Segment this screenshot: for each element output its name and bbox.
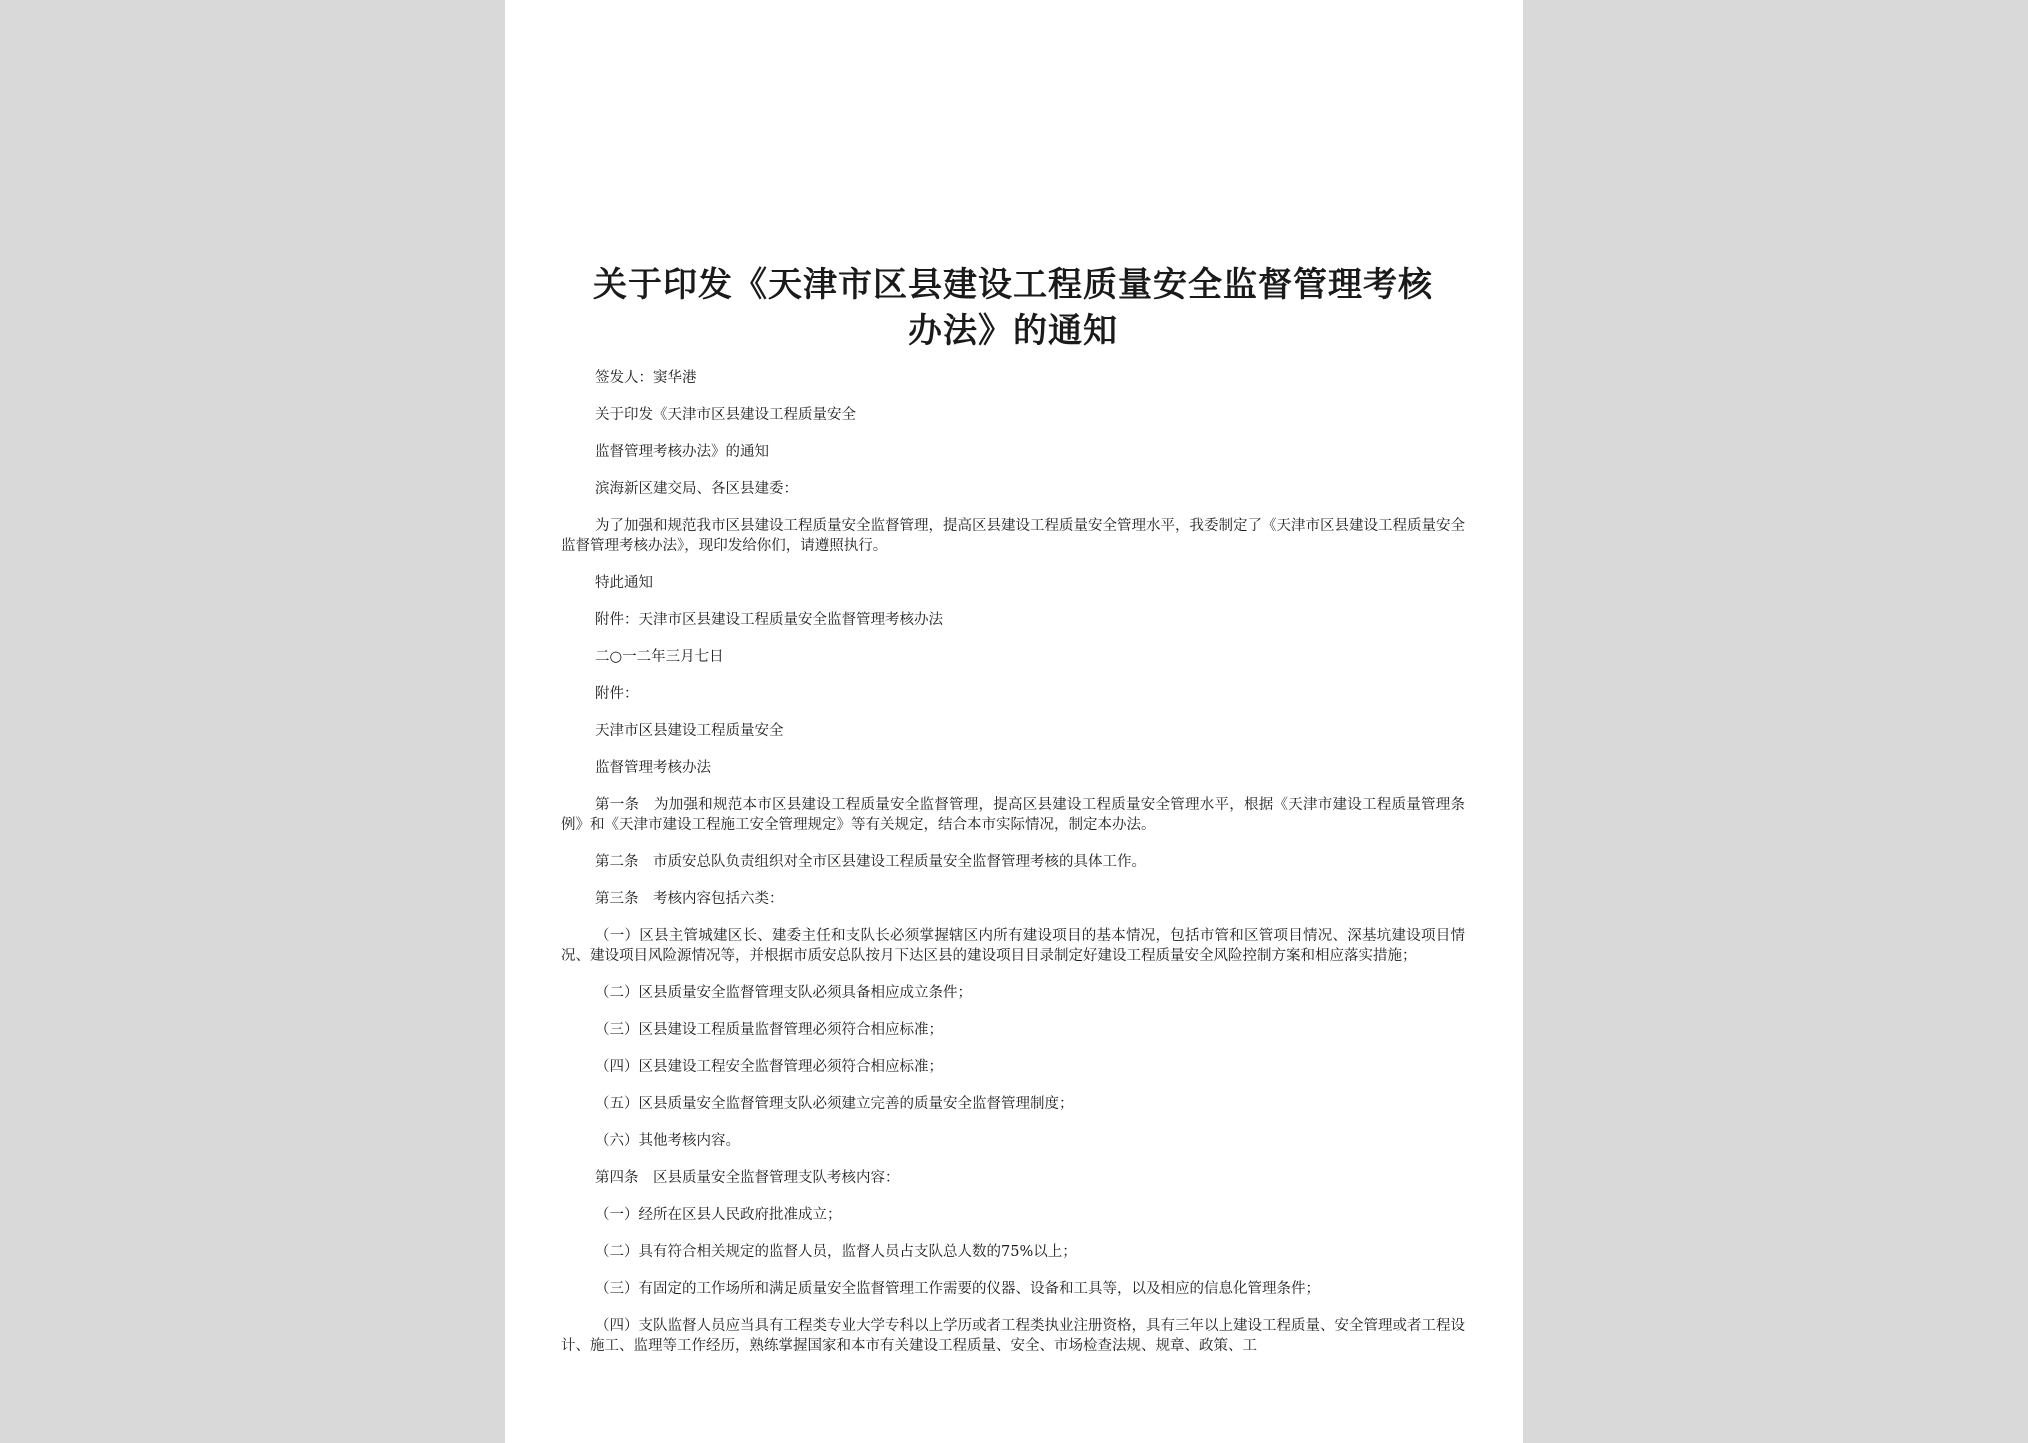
article-4-item-2: （二）具有符合相关规定的监督人员，监督人员占支队总人数的75%以上； bbox=[595, 1244, 1077, 1260]
article-3: 第三条 考核内容包括六类： bbox=[595, 891, 784, 907]
recipients-line: 滨海新区建交局、各区县建委： bbox=[595, 481, 798, 497]
article-3-item-6: （六）其他考核内容。 bbox=[595, 1133, 740, 1149]
document-title bbox=[561, 262, 1465, 354]
article-4-item-3: （三）有固定的工作场所和满足质量安全监督管理工作需要的仪器、设备和工具等，以及相应的信息化管理条件； bbox=[595, 1281, 1320, 1297]
article-3-item-3: （三）区县建设工程质量监督管理必须符合相应标准； bbox=[595, 1022, 943, 1038]
article-4-item-1: （一）经所在区县人民政府批准成立； bbox=[595, 1207, 842, 1223]
article-3-item-1: （一）区县主管城建区长、建委主任和支队长必须掌握辖区内所有建设项目的基本情况，包括市管和区管项目情况、深基坑建设项目情况、建设项目风险源情况等，并根据市质安总队按月下达区县的建设项目目录制定好建设工程质量安全风险控制方案和相应落实措施； bbox=[561, 928, 1465, 964]
article-3-item-5: （五）区县质量安全监督管理支队必须建立完善的质量安全监督管理制度； bbox=[595, 1096, 1074, 1112]
attachment-label: 附件： bbox=[595, 686, 639, 702]
article-1: 第一条 为加强和规范本市区县建设工程质量安全监督管理，提高区县建设工程质量安全管理水平，根据《天津市建设工程质量管理条例》和《天津市建设工程施工安全管理规定》等有关规定，结合本市实际情况，制定本办法。 bbox=[561, 797, 1465, 833]
notice-line: 特此通知 bbox=[595, 575, 653, 591]
article-3-item-4: （四）区县建设工程安全监督管理必须符合相应标准； bbox=[595, 1059, 943, 1075]
article-3-item-2: （二）区县质量安全监督管理支队必须具备相应成立条件； bbox=[595, 985, 972, 1001]
subtitle-line-1: 关于印发《天津市区县建设工程质量安全 bbox=[595, 407, 856, 423]
attachment-reference: 附件：天津市区县建设工程质量安全监督管理考核办法 bbox=[595, 612, 943, 628]
date-line: 二○一二年三月七日 bbox=[595, 649, 724, 665]
attachment-title-line-2: 监督管理考核办法 bbox=[595, 760, 711, 776]
title-line-2: 办法》的通知 bbox=[908, 311, 1118, 351]
title-line-1: 关于印发《天津市区县建设工程质量安全监督管理考核 bbox=[593, 265, 1433, 305]
article-4-item-4: （四）支队监督人员应当具有工程类专业大学专科以上学历或者工程类执业注册资格，具有三年以上建设工程质量、安全管理或者工程设计、施工、监理等工作经历，熟练掌握国家和本市有关建设工程质量、安全、市场检查法规、规章、政策、工 bbox=[561, 1318, 1465, 1354]
article-4: 第四条 区县质量安全监督管理支队考核内容： bbox=[595, 1170, 900, 1186]
subtitle-line-2: 监督管理考核办法》的通知 bbox=[595, 444, 769, 460]
document-page bbox=[505, 0, 1523, 1443]
attachment-title-line-1: 天津市区县建设工程质量安全 bbox=[595, 723, 784, 739]
signer-line: 签发人：窦华港 bbox=[595, 370, 697, 386]
article-2: 第二条 市质安总队负责组织对全市区县建设工程质量安全监督管理考核的具体工作。 bbox=[595, 854, 1146, 870]
intro-paragraph: 为了加强和规范我市区县建设工程质量安全监督管理，提高区县建设工程质量安全管理水平，我委制定了《天津市区县建设工程质量安全监督管理考核办法》，现印发给你们，请遵照执行。 bbox=[561, 518, 1465, 554]
